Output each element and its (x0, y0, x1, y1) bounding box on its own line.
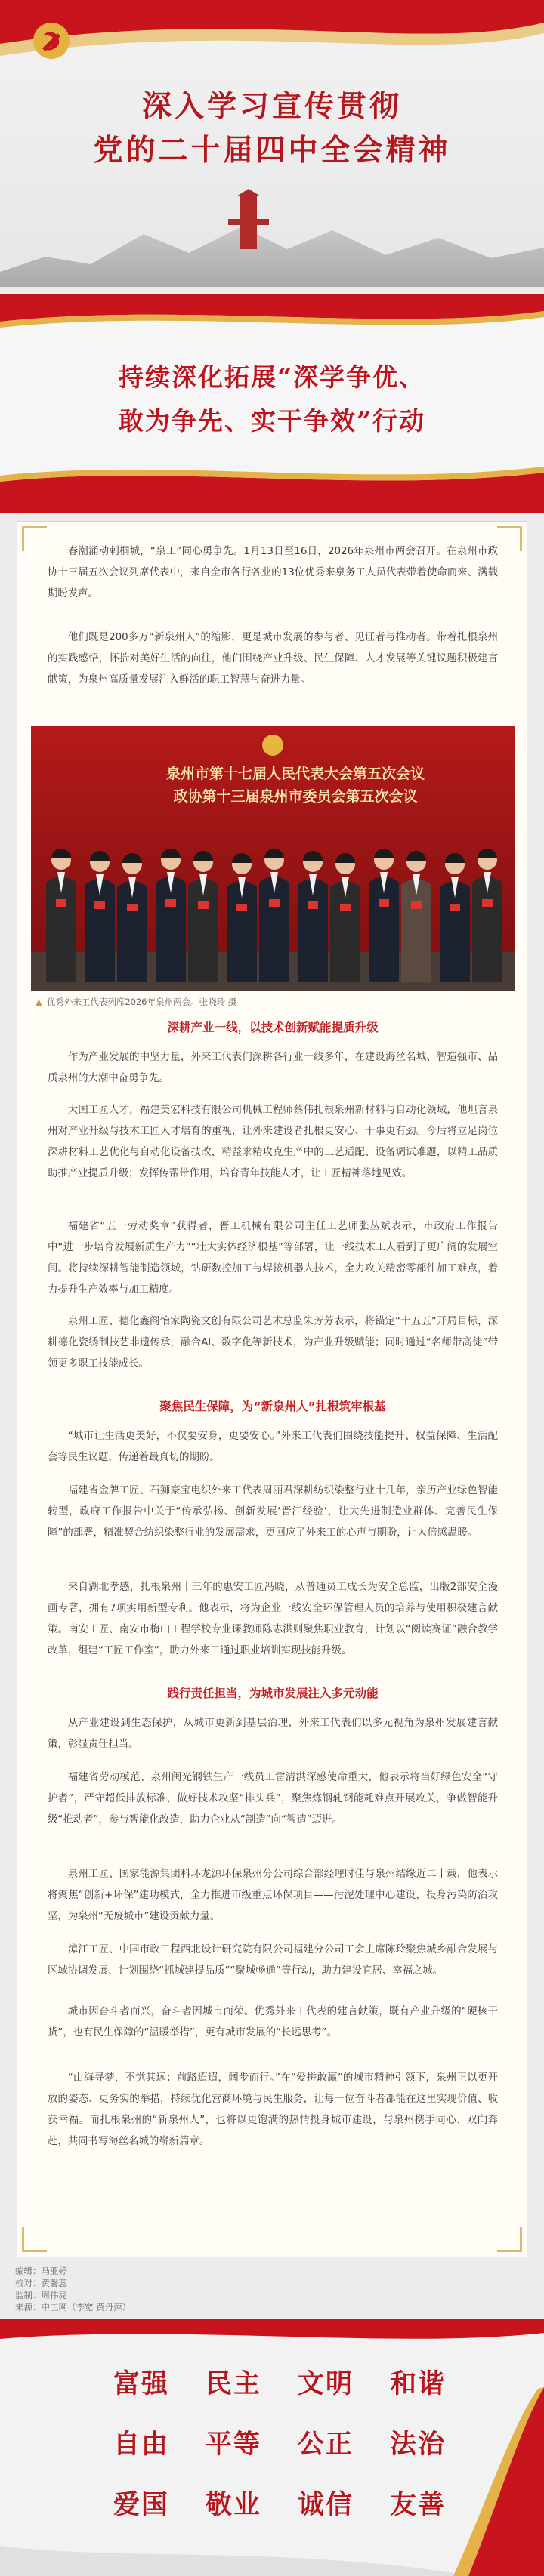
news-photo (31, 726, 515, 991)
banner-title-line1: 深入学习宣传贯彻 (141, 89, 402, 124)
intro-paragraph: 春潮涌动刺桐城，“泉工”同心勇争先。1月13日至16日，2026年泉州市两会召开。在泉州市政协十三届五次会议列席代表中，来自全市各行各业的13位优秀来泉务工人员代表带着使命而来、满载期盼发声。 (48, 546, 498, 599)
section-paragraph: 从产业建设到生态保护，从城市更新到基层治理，外来工代表们以多元视角为泉州发展建言献策，彰显责任担当。 (48, 1718, 498, 1750)
section-paragraph: 城市因奋斗者而兴，奋斗者因城市而荣。优秀外来工代表的建言献策，既有产业升级的“硬核干货”，也有民生保障的“温暖举措”，更有城市发展的“长远思考”。 (48, 2006, 498, 2038)
credit-proofreader: 校对：黄馨蕊 (15, 2278, 67, 2288)
values-row-2 (113, 2423, 446, 2461)
section-paragraph: 漳江工匠、中国市政工程西北设计研究院有限公司福建分公司工会主席陈玲聚焦城乡融合发展与区域协调发展，计划围绕“抓城建提品质”“聚城畅通”等行动，助力建设宜居、幸福之城。 (48, 1944, 498, 1977)
red-flag-wave-decoration (0, 0, 544, 72)
value-word: 公正 (297, 2429, 354, 2460)
campaign-title-line2: 敢为争先、实干争效”行动 (119, 406, 425, 436)
values-row-1 (113, 2363, 446, 2401)
corner-ornament (497, 526, 522, 551)
section-paragraph: 福建省金牌工匠、石狮豪宝电织外来工代表周丽君深耕纺织染整行业十几年，亲历产业绿色智能转型，政府工作报告中关于“传承弘扬、创新发展‘晋江经验’，让大先进制造业群体、完善民生保障”的部署，精准契合纺织染整行业的发展需求，更回应了外来工的心声与期盼，让人倍感温暖。 (48, 1485, 498, 1539)
section-paragraph: 福建省“五一劳动奖章”获得者，晋工机械有限公司主任工艺师张丛斌表示，市政府工作报告中“进一步培育发展新质生产力”“壮大实体经济根基”等部署，让一线技术工人看到了更广阔的发展空间。将持续深耕智能制造领域，钻研数控加工与焊接机器人技术，全力攻关精密零部件加工难点，着力提升生产效率与加工精度。 (48, 1221, 498, 1296)
photo-caption-text: 优秀外来工代表列席2026年泉州两会。张晓玲 摄 (46, 997, 237, 1007)
credit-source: 来源：中工网（李宽 黄丹萍） (15, 2302, 131, 2313)
section-heading-livelihood: 聚焦民生保障，为“新泉州人”扎根筑牢根基 (159, 1400, 386, 1413)
section-heading-industry: 深耕产业一线，以技术创新赋能提质升级 (167, 1021, 379, 1034)
section-paragraph: 福建省劳动模范、泉州闽光钢铁生产一线员工雷清洪深感使命重大，他表示将当好绿色安全“守护者”，严守超低排放标准，做好技术攻坚“排头兵”，聚焦炼钢轧钢能耗难点开展攻关，争做智能升级“推动者”，参与智能化改造，助力企业从“制造”向“智造”迈进。 (48, 1772, 498, 1826)
photo-banner-line2: 政协第十三届泉州市委员会第五次会议 (173, 788, 418, 805)
value-word: 和谐 (389, 2368, 446, 2399)
campaign-title-line1: 持续深化拓展“深学争优、 (119, 362, 425, 392)
value-word: 富强 (113, 2368, 170, 2399)
corner-ornament (22, 2227, 47, 2252)
top-theme-banner (0, 0, 544, 287)
value-word: 民主 (205, 2368, 261, 2399)
section-paragraph: 来自湖北孝感，扎根泉州十三年的惠安工匠冯晓，从普通员工成长为安全总监，出版2部安全漫画专著，拥有7项实用新型专利。他表示，将为企业一线安全环保管理人员的培养与使用积极建言献策。南安工匠、南安市梅山工程学校专业课教师陈志洪则聚焦职业教育，计划以“阅读赛证”融合教学改革，组建“工匠工作室”，助力外来工通过职业培训实现技能升级。 (48, 1582, 498, 1656)
photo-caption (36, 996, 236, 1008)
value-word: 友善 (389, 2489, 446, 2520)
banner-title-line2: 党的二十届四中全会精神 (93, 133, 451, 168)
section-heading-responsibility: 践行责任担当，为城市发展注入多元动能 (167, 1687, 379, 1700)
core-values-banner (0, 2319, 544, 2576)
section-paragraph: 泉州工匠、德化鑫阁怡家陶瓷文创有限公司艺术总监朱芳芳表示，将锚定“十五五”开局目标，深耕德化瓷绣制技艺非遗传承，融合AI、数字化等新技术，为产业升级赋能；同时通过“名师带高徒”带领更多职工技能成长。 (48, 1316, 498, 1370)
value-word: 爱国 (113, 2489, 170, 2520)
values-row-3 (113, 2484, 446, 2522)
section-paragraph: 作为产业发展的中坚力量，外来工代表们深耕各行业一线多年，在建设海丝名城、智造强市、品质泉州的大潮中奋勇争先。 (48, 1052, 498, 1084)
corner-ornament (22, 526, 47, 551)
section-paragraph: “城市让生活更美好，不仅要安身，更要安心。”外来工代表们围绕技能提升、权益保障、生活配套等民生议题，传递着最真切的期盼。 (48, 1431, 498, 1463)
credits-block (15, 2265, 529, 2313)
value-word: 平等 (205, 2429, 261, 2460)
article-card (17, 521, 527, 2257)
intro-paragraph: 他们既是200多万“新泉州人”的缩影，更是城市发展的参与者、见证者与推动者。带着扎根泉州的实践感悟，怀揣对美好生活的向往，他们围绕产业升级、民生保障、人才发展等关键议题积极建言献策，为泉州高质量发展注入鲜活的职工智慧与奋进力量。 (48, 632, 498, 686)
party-emblem-icon (32, 21, 71, 60)
photo-banner-line1: 泉州市第十七届人民代表大会第五次会议 (165, 766, 425, 782)
value-word: 敬业 (205, 2489, 261, 2520)
campaign-banner (0, 294, 544, 513)
value-word: 诚信 (297, 2489, 354, 2520)
section-paragraph: 大国工匠人才，福建美宏科技有限公司机械工程师蔡伟扎根泉州新材料与自动化领域，他坦言泉州对产业升级与技术工匠人才培育的重视，让外来建设者扎根更安心、干事更有劲。今后将立足岗位深耕材料工艺优化与自动化设备技改，精益求精攻克生产中的工艺适配、设备调试难题，以精工品质助推产业提质升级；发挥传帮带作用，培育青年技能人才，让工匠精神落地见效。 (48, 1105, 498, 1179)
great-wall-silhouette-decoration (0, 189, 544, 287)
section-paragraph: 泉州工匠、国家能源集团科环龙源环保泉州分公司综合部经理时佳与泉州结缘近二十载，他表示将聚焦“创新+环保”建功模式，全力推进市级重点环保项目——污泥处理中心建设，投身污染防治攻坚，为泉州“无废城市”建设贡献力量。 (48, 1869, 498, 1922)
section-paragraph: “山海寻梦，不觉其远；前路迢迢，阔步而行。”在“爱拼敢赢”的城市精神引领下，泉州正以更开放的姿态、更务实的举措，持续优化营商环境与民生服务，让每一位奋斗者都能在这里实现价值、收获幸福。而扎根泉州的“新泉州人”，也将以更饱满的热情投身城市建设，与泉州携手同心、双向奔赴，共同书写海丝名城的崭新篇章。 (48, 2072, 498, 2147)
value-word: 文明 (297, 2368, 354, 2399)
value-word: 自由 (113, 2429, 170, 2460)
corner-ornament (497, 2227, 522, 2252)
credit-editor: 编辑：马亚婷 (15, 2266, 67, 2276)
credit-supervisor: 监制：周伟亮 (15, 2290, 67, 2300)
value-word: 法治 (389, 2429, 446, 2460)
caption-marker-icon: ▲ (36, 997, 42, 1007)
